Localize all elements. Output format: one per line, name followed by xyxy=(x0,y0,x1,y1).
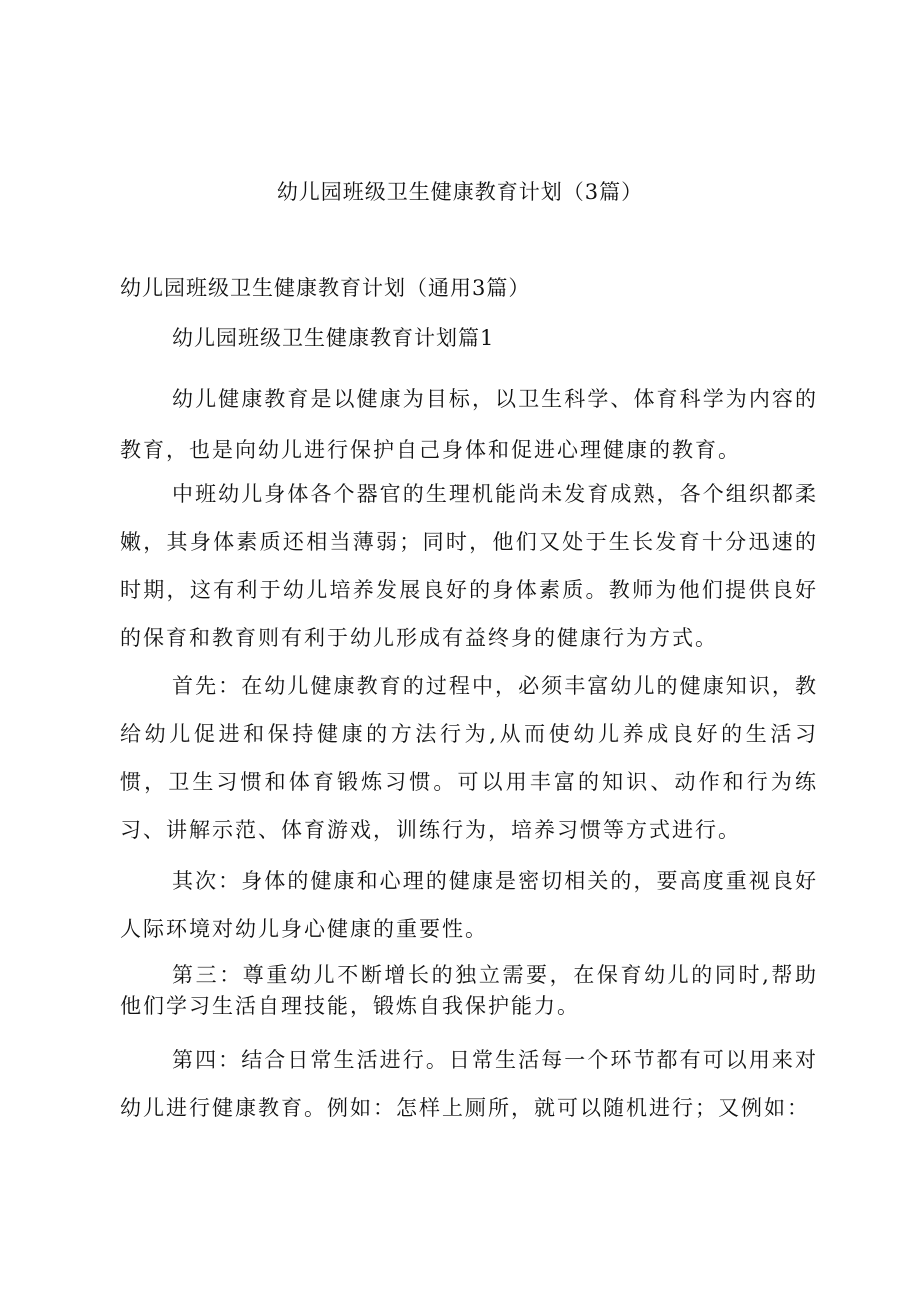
document-title: 幼儿园班级卫生健康教育计划（3篇） xyxy=(276,180,644,204)
paragraph: 幼儿健康教育是以健康为目标，以卫生科学、体育科学为内容的教育，也是向幼儿进行保护自己身体和促进心理健康的教育。 xyxy=(120,387,818,462)
document-subtitle: 幼儿园班级卫生健康教育计划（通用3篇） xyxy=(120,276,531,300)
section-heading: 幼儿园班级卫生健康教育计划篇1 xyxy=(172,326,495,350)
paragraph: 中班幼儿身体各个器官的生理机能尚未发育成熟，各个组织都柔嫩，其身体素质还相当薄弱；同时，他们又处于生长发育十分迅速的时期，这有利于幼儿培养发展良好的身体素质。教师为他们提供良好的保育和教育则有利于幼儿形成有益终身的健康行为方式。 xyxy=(120,482,818,650)
paragraph: 首先：在幼儿健康教育的过程中，必须丰富幼儿的健康知识，教给幼儿促进和保持健康的方法行为,从而使幼儿养成良好的生活习惯，卫生习惯和体育锻炼习惯。可以用丰富的知识、动作和行为练习、讲解示范、体育游戏，训练行为，培养习惯等方式进行。 xyxy=(120,674,818,842)
paragraph: 第三：尊重幼儿不断增长的独立需要，在保育幼儿的同时,帮助他们学习生活自理技能，锻炼自我保护能力。 xyxy=(120,963,818,1018)
paragraph: 其次：身体的健康和心理的健康是密切相关的，要高度重视良好人际环境对幼儿身心健康的重要性。 xyxy=(120,869,818,941)
paragraph: 第四：结合日常生活进行。日常生活每一个环节都有可以用来对幼儿进行健康教育。例如：怎样上厕所，就可以随机进行；又例如： xyxy=(120,1048,818,1120)
